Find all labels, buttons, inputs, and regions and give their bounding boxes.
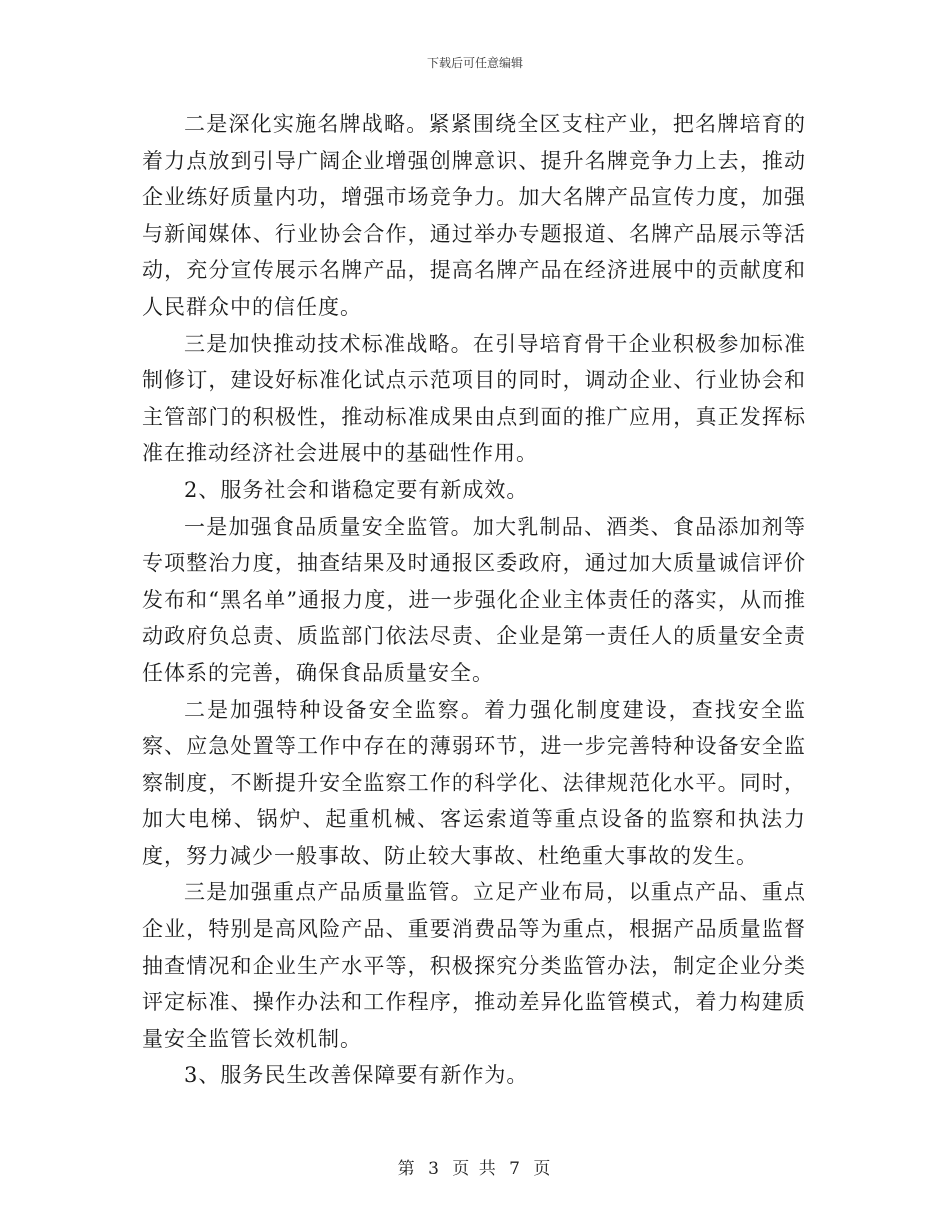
footer-suffix: 页: [533, 1159, 553, 1179]
footer-page-number: 3: [428, 1159, 441, 1179]
paragraph-standards-strategy: 三是加快推动技术标准战略。在引导培育骨干企业积极参加标准制修订，建设好标准化试点示范项目的同时，调动企业、行业协会和主管部门的积极性，推动标准成果由点到面的推广应用，真正发挥标准在推动经济社会进展中的基础性作用。: [142, 331, 806, 466]
section-heading-social-stability: 2、服务社会和谐稳定要有新成效。: [184, 477, 529, 502]
footer-middle: 页 共: [452, 1159, 498, 1179]
paragraph-key-products: 三是加强重点产品质量监管。立足产业布局，以重点产品、重点企业，特别是高风险产品、重要消费品等为重点，根据产品质量监督抽查情况和企业生产水平等，积极探究分类监管办法，制定企业分类评定标准、操作办法和工作程序，推动差异化监管模式，着力构建质量安全监管长效机制。: [142, 880, 806, 1051]
footer-prefix: 第: [397, 1159, 417, 1179]
paragraph-brand-strategy: 二是深化实施名牌战略。紧紧围绕全区支柱产业，把名牌培育的着力点放到引导广阔企业增强创牌意识、提升名牌竞争力上去，推动企业练好质量内功，增强市场竞争力。加大名牌产品宣传力度，加强与新闻媒体、行业协会合作，通过举办专题报道、名牌产品展示等活动，充分宣传展示名牌产品，提高名牌产品在经济进展中的贡献度和人民群众中的信任度。: [142, 112, 806, 319]
document-body: [142, 106, 806, 1094]
paragraph-food-safety: 一是加强食品质量安全监管。加大乳制品、酒类、食品添加剂等专项整治力度，抽查结果及时通报区委政府，通过加大质量诚信评价发布和“黑名单”通报力度，进一步强化企业主体责任的落实，从而推动政府负总责、质监部门依法尽责、企业是第一责任人的质量安全责任体系的完善，确保食品质量安全。: [142, 514, 806, 685]
page-footer: [0, 1154, 950, 1179]
page-header: 下载后可任意编辑: [426, 56, 523, 70]
section-heading-livelihood: 3、服务民生改善保障要有新作为。: [184, 1063, 529, 1088]
footer-total-pages: 7: [509, 1159, 522, 1179]
paragraph-special-equipment: 二是加强特种设备安全监察。着力强化制度建设，查找安全监察、应急处置等工作中存在的薄弱环节，进一步完善特种设备安全监察制度，不断提升安全监察工作的科学化、法律规范化水平。同时，加大电梯、锅炉、起重机械、客运索道等重点设备的监察和执法力度，努力减少一般事故、防止较大事故、杜绝重大事故的发生。: [142, 697, 806, 868]
